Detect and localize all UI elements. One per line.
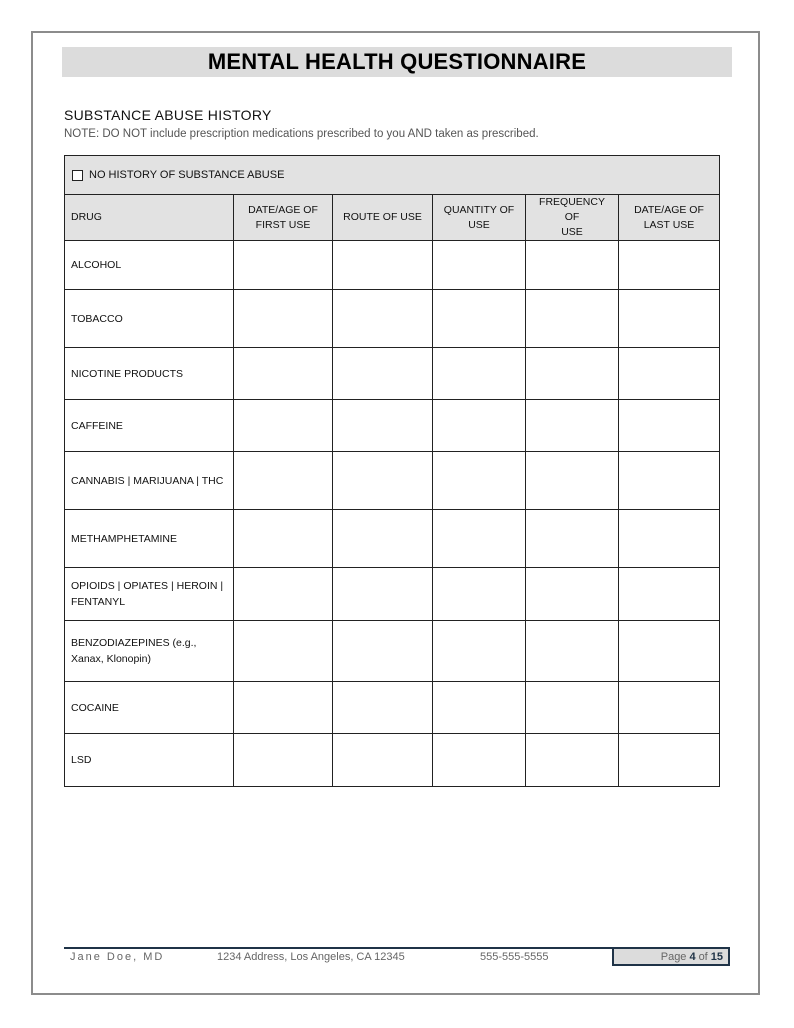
drug-name-cell: METHAMPHETAMINE — [65, 510, 234, 568]
quantity-cell[interactable] — [433, 290, 526, 348]
quantity-cell[interactable] — [433, 621, 526, 682]
header-drug: DRUG — [65, 195, 234, 241]
quantity-cell[interactable] — [433, 510, 526, 568]
table-row — [65, 568, 720, 621]
no-history-label: NO HISTORY OF SUBSTANCE ABUSE — [89, 169, 285, 181]
frequency-cell[interactable] — [526, 734, 619, 787]
drug-name-cell: COCAINE — [65, 682, 234, 734]
route-cell[interactable] — [333, 510, 433, 568]
first-use-cell[interactable] — [234, 734, 333, 787]
last-use-cell[interactable] — [619, 290, 720, 348]
quantity-cell[interactable] — [433, 568, 526, 621]
quantity-cell[interactable] — [433, 348, 526, 400]
table-row — [65, 621, 720, 682]
footer-rule — [64, 947, 612, 949]
page-total: 15 — [710, 950, 723, 963]
frequency-cell[interactable] — [526, 621, 619, 682]
header-route: ROUTE OF USE — [333, 195, 433, 241]
table-row — [65, 241, 720, 290]
table-row — [65, 510, 720, 568]
last-use-cell[interactable] — [619, 348, 720, 400]
table-row — [65, 734, 720, 787]
first-use-cell[interactable] — [234, 452, 333, 510]
table-row — [65, 452, 720, 510]
route-cell[interactable] — [333, 682, 433, 734]
drug-name-cell: BENZODIAZEPINES (e.g., Xanax, Klonopin) — [65, 621, 234, 682]
last-use-cell[interactable] — [619, 400, 720, 452]
quantity-cell[interactable] — [433, 682, 526, 734]
page-prefix: Page — [660, 950, 687, 963]
frequency-cell[interactable] — [526, 241, 619, 290]
last-use-cell[interactable] — [619, 682, 720, 734]
first-use-cell[interactable] — [234, 241, 333, 290]
last-use-cell[interactable] — [619, 241, 720, 290]
route-cell[interactable] — [333, 621, 433, 682]
first-use-cell[interactable] — [234, 348, 333, 400]
frequency-cell[interactable] — [526, 568, 619, 621]
frequency-cell[interactable] — [526, 682, 619, 734]
drug-name-cell: TOBACCO — [65, 290, 234, 348]
header-first-use: DATE/AGE OF FIRST USE — [234, 195, 333, 241]
first-use-cell[interactable] — [234, 568, 333, 621]
route-cell[interactable] — [333, 452, 433, 510]
route-cell[interactable] — [333, 568, 433, 621]
quantity-cell[interactable] — [433, 241, 526, 290]
footer-phone: 555-555-5555 — [480, 951, 549, 963]
section-note: NOTE: DO NOT include prescription medications prescribed to you AND taken as prescribed. — [64, 128, 539, 140]
last-use-cell[interactable] — [619, 621, 720, 682]
footer-address: 1234 Address, Los Angeles, CA 12345 — [217, 951, 405, 963]
frequency-cell[interactable] — [526, 452, 619, 510]
table-header-row — [65, 195, 720, 241]
header-quantity: QUANTITY OF USE — [433, 195, 526, 241]
table-row — [65, 348, 720, 400]
drug-name-cell: OPIOIDS | OPIATES | HEROIN | FENTANYL — [65, 568, 234, 621]
route-cell[interactable] — [333, 734, 433, 787]
title-banner — [62, 47, 732, 77]
first-use-cell[interactable] — [234, 621, 333, 682]
quantity-cell[interactable] — [433, 734, 526, 787]
page-number-box — [612, 947, 730, 966]
header-last-use: DATE/AGE OF LAST USE — [619, 195, 720, 241]
route-cell[interactable] — [333, 348, 433, 400]
frequency-cell[interactable] — [526, 510, 619, 568]
last-use-cell[interactable] — [619, 568, 720, 621]
first-use-cell[interactable] — [234, 400, 333, 452]
substance-table — [64, 155, 720, 787]
no-history-cell[interactable] — [65, 156, 720, 195]
last-use-cell[interactable] — [619, 734, 720, 787]
frequency-cell[interactable] — [526, 290, 619, 348]
frequency-cell[interactable] — [526, 400, 619, 452]
quantity-cell[interactable] — [433, 400, 526, 452]
route-cell[interactable] — [333, 400, 433, 452]
last-use-cell[interactable] — [619, 452, 720, 510]
quantity-cell[interactable] — [433, 452, 526, 510]
last-use-cell[interactable] — [619, 510, 720, 568]
header-frequency: FREQUENCY OF USE — [526, 195, 619, 241]
section-title: SUBSTANCE ABUSE HISTORY — [64, 107, 272, 123]
drug-name-cell: ALCOHOL — [65, 241, 234, 290]
drug-name-cell: CAFFEINE — [65, 400, 234, 452]
first-use-cell[interactable] — [234, 290, 333, 348]
first-use-cell[interactable] — [234, 682, 333, 734]
route-cell[interactable] — [333, 290, 433, 348]
page-current: 4 — [689, 950, 696, 963]
no-history-checkbox[interactable] — [72, 170, 83, 181]
substance-table-wrap — [64, 155, 719, 787]
drug-name-cell: NICOTINE PRODUCTS — [65, 348, 234, 400]
table-row — [65, 682, 720, 734]
table-row — [65, 400, 720, 452]
drug-name-cell: CANNABIS | MARIJUANA | THC — [65, 452, 234, 510]
page-of: of — [698, 950, 708, 963]
table-row — [65, 290, 720, 348]
frequency-cell[interactable] — [526, 348, 619, 400]
footer-name: Jane Doe, MD — [70, 951, 165, 963]
first-use-cell[interactable] — [234, 510, 333, 568]
no-history-row — [65, 156, 720, 195]
route-cell[interactable] — [333, 241, 433, 290]
drug-name-cell: LSD — [65, 734, 234, 787]
page-title: MENTAL HEALTH QUESTIONNAIRE — [207, 49, 587, 74]
